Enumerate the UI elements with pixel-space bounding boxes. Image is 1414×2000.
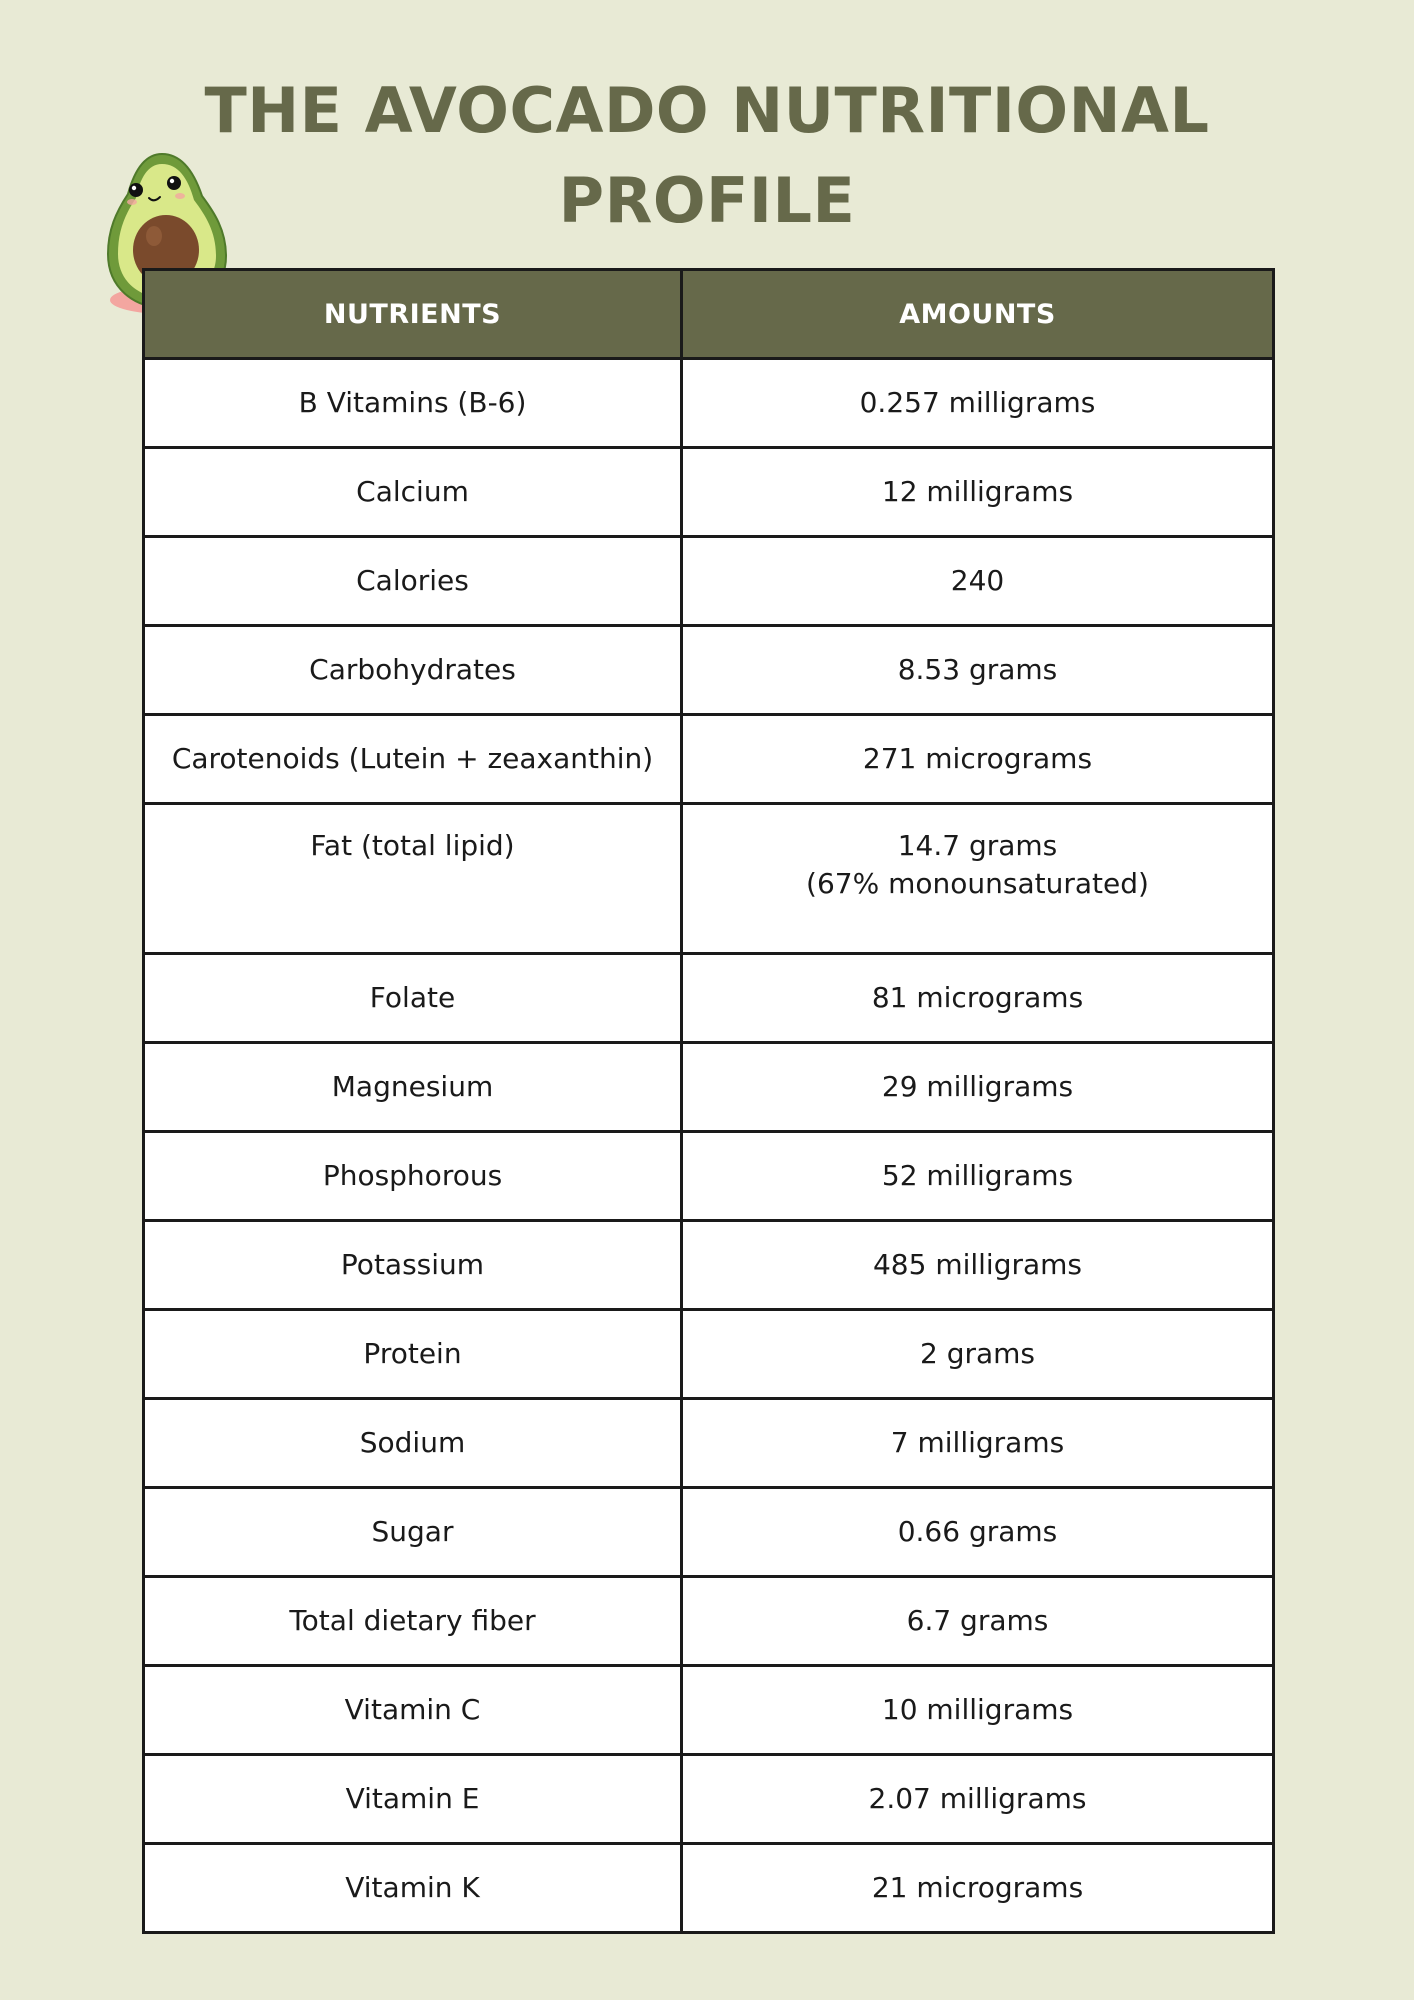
nutrient-cell: Magnesium — [144, 1043, 682, 1132]
page-title-line-1: THE AVOCADO NUTRITIONAL — [204, 74, 1210, 147]
nutrient-cell: Fat (total lipid) — [144, 804, 682, 954]
nutrient-cell: Folate — [144, 954, 682, 1043]
column-header-amounts: AMOUNTS — [682, 270, 1274, 359]
amount-cell: 485 milligrams — [682, 1221, 1274, 1310]
table-row — [144, 1844, 1274, 1933]
avocado-cheek-right — [175, 193, 185, 199]
table-row — [144, 626, 1274, 715]
amount-cell: 12 milligrams — [682, 448, 1274, 537]
nutrient-cell: Calories — [144, 537, 682, 626]
table-row — [144, 448, 1274, 537]
table-row — [144, 1221, 1274, 1310]
amount-cell: 6.7 grams — [682, 1577, 1274, 1666]
table-header-row — [144, 270, 1274, 359]
nutrient-cell: Protein — [144, 1310, 682, 1399]
amount-cell: 21 micrograms — [682, 1844, 1274, 1933]
nutrient-cell: Calcium — [144, 448, 682, 537]
nutrient-cell: Vitamin E — [144, 1755, 682, 1844]
table-row — [144, 359, 1274, 448]
nutrient-cell: Sugar — [144, 1488, 682, 1577]
table-row — [144, 1577, 1274, 1666]
amount-cell: 29 milligrams — [682, 1043, 1274, 1132]
table-row — [144, 1488, 1274, 1577]
nutrient-cell: B Vitamins (B-6) — [144, 359, 682, 448]
table-row — [144, 537, 1274, 626]
page-title-line-2: PROFILE — [558, 164, 856, 237]
table-row — [144, 715, 1274, 804]
nutrient-cell: Sodium — [144, 1399, 682, 1488]
table-row — [144, 1132, 1274, 1221]
avocado-eye-right-shine — [170, 179, 174, 183]
nutrient-cell: Carbohydrates — [144, 626, 682, 715]
amount-cell: 8.53 grams — [682, 626, 1274, 715]
nutrient-cell: Potassium — [144, 1221, 682, 1310]
nutrition-table — [142, 268, 1275, 1934]
amount-cell: 52 milligrams — [682, 1132, 1274, 1221]
column-header-nutrients: NUTRIENTS — [144, 270, 682, 359]
amount-cell: 0.66 grams — [682, 1488, 1274, 1577]
amount-cell: 0.257 milligrams — [682, 359, 1274, 448]
amount-cell: 81 micrograms — [682, 954, 1274, 1043]
avocado-eye-left-shine — [132, 186, 136, 190]
nutrient-cell: Vitamin C — [144, 1666, 682, 1755]
amount-cell: 2 grams — [682, 1310, 1274, 1399]
table-row — [144, 1043, 1274, 1132]
nutrient-cell: Total dietary fiber — [144, 1577, 682, 1666]
nutrient-cell: Phosphorous — [144, 1132, 682, 1221]
amount-note: (67% monounsaturated) — [806, 867, 1149, 900]
amount-cell — [682, 804, 1274, 954]
table-row — [144, 1399, 1274, 1488]
amount-cell: 2.07 milligrams — [682, 1755, 1274, 1844]
avocado-cheek-left — [127, 199, 137, 205]
table-row — [144, 954, 1274, 1043]
nutrient-cell: Carotenoids (Lutein + zeaxanthin) — [144, 715, 682, 804]
table-row — [144, 1310, 1274, 1399]
amount-cell: 271 micrograms — [682, 715, 1274, 804]
amount-cell: 10 milligrams — [682, 1666, 1274, 1755]
amount-value: 14.7 grams — [897, 829, 1058, 862]
table-row — [144, 1755, 1274, 1844]
table-row — [144, 1666, 1274, 1755]
avocado-pit-shine — [146, 226, 162, 246]
amount-cell: 240 — [682, 537, 1274, 626]
amount-cell: 7 milligrams — [682, 1399, 1274, 1488]
avocado-eye-left — [129, 183, 143, 197]
nutrient-cell: Vitamin K — [144, 1844, 682, 1933]
avocado-eye-right — [167, 176, 181, 190]
table-row — [144, 804, 1274, 954]
